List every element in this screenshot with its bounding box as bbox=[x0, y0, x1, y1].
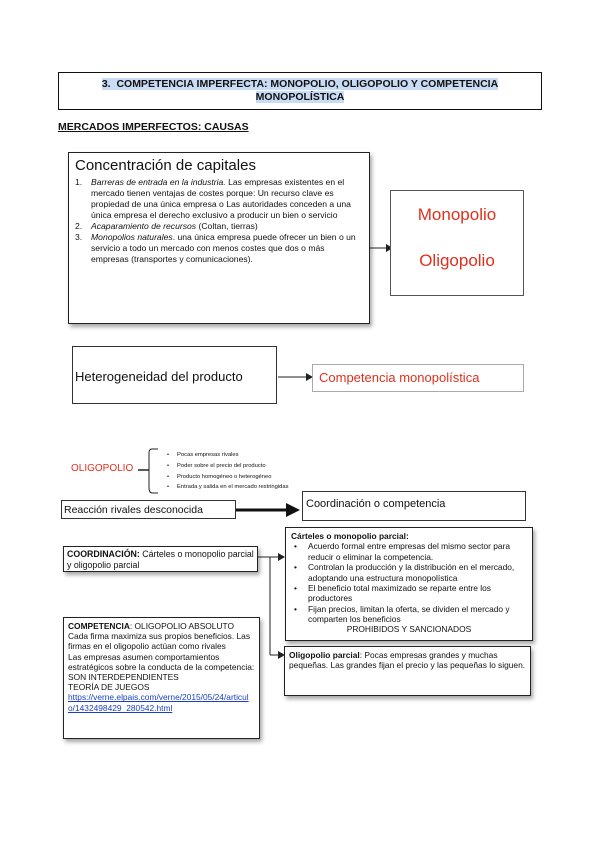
competencia-link[interactable]: https://verne.elpais.com/verne/2015/05/24/articulo/1432498429_280542.html bbox=[68, 692, 249, 713]
coordinacion-competencia-label: Coordinación o competencia bbox=[306, 498, 446, 510]
concentracion-item-emphasis: Acaparamiento de recursos bbox=[91, 221, 197, 231]
oligopolio-feature bbox=[167, 461, 289, 472]
section-title: MERCADOS IMPERFECTOS: CAUSAS bbox=[58, 121, 249, 133]
competencia-monopolistica-box bbox=[312, 364, 524, 392]
concentracion-item-emphasis: Monopolios naturales bbox=[91, 232, 173, 242]
monopolio-oligopolio-box bbox=[390, 190, 524, 296]
oligopolio-feature bbox=[167, 482, 289, 493]
oligopolio-feature bbox=[167, 472, 289, 483]
bullet-icon: • bbox=[294, 541, 297, 552]
carteles-box bbox=[285, 527, 533, 641]
header-box bbox=[58, 72, 542, 110]
carteles-item bbox=[291, 562, 527, 583]
oligopolio-label: OLIGOPOLIO bbox=[71, 463, 134, 474]
header-title bbox=[59, 78, 541, 104]
competencia-text-1: Cada firma maximiza sus propios beneficios. Las firmas en el oligopolio actúan como rivales bbox=[68, 631, 251, 652]
bullet-icon: • bbox=[294, 562, 297, 573]
carteles-item-text: Fijan precios, limitan la oferta, se dividen el mercado y comparten los beneficios bbox=[308, 603, 510, 625]
heterogeneidad-box bbox=[72, 346, 277, 404]
competencia-title-rest: : OLIGOPOLIO ABSOLUTO bbox=[129, 621, 234, 631]
coordinacion-competencia-box bbox=[302, 491, 526, 521]
carteles-item-text: Controlan la producción y la distribución en el mercado, adoptando una estructura monopolística bbox=[308, 562, 515, 583]
competencia-title: COMPETENCIA bbox=[68, 621, 130, 631]
concentracion-item bbox=[75, 177, 363, 221]
oligopolio-feature bbox=[167, 450, 289, 461]
concentracion-item bbox=[75, 221, 363, 232]
concentracion-item-number: 1. bbox=[75, 177, 83, 187]
concentracion-item-number: 2. bbox=[75, 221, 83, 231]
carteles-title: Cárteles o monopolio parcial: bbox=[291, 531, 409, 541]
concentracion-item-text: Las empresas existentes en el mercado tienen ventajas de costes porque: Un recurso clave es propiedad de una única empresa o Las autoridades conceden a una única empresa el derecho exclusivo a producir un bien o servicio bbox=[91, 177, 351, 220]
concentracion-item-text: (Coltan, tierras) bbox=[196, 221, 258, 231]
carteles-list bbox=[291, 541, 527, 624]
monopolio-label: Monopolio bbox=[417, 205, 497, 224]
oligopolio-result-label: Oligopolio bbox=[419, 251, 495, 270]
concentracion-item-number: 3. bbox=[75, 232, 83, 242]
carteles-item bbox=[291, 541, 527, 562]
bullet-icon: • bbox=[167, 452, 170, 458]
oligopolio-feature-text: Pocas empresas rivales bbox=[177, 452, 239, 458]
bullet-icon: • bbox=[294, 603, 297, 614]
oligopolio-parcial-title: Oligopolio parcial bbox=[289, 650, 360, 660]
header-line-1: 3. COMPETENCIA IMPERFECTA: MONOPOLIO, OLIGOPOLIO Y COMPETENCIA bbox=[101, 78, 499, 90]
bullet-icon: • bbox=[294, 583, 297, 594]
oligopolio-parcial-text: : Pocas empresas grandes y muchas pequeñas. Las grandes fijan el precio y las pequeñas lo siguen. bbox=[289, 650, 526, 671]
oligopolio-feature-text: Poder sobre el precio del producto bbox=[177, 462, 266, 469]
competencia-box bbox=[63, 617, 260, 739]
concentracion-item-text: . una única empresa puede ofrecer un bien o un servicio a todo un mercado con menos costes que dos o más empresas (transportes y comunicaciones). bbox=[91, 232, 356, 264]
concentracion-item-body bbox=[91, 177, 363, 221]
concentracion-item-body bbox=[91, 232, 363, 265]
competencia-text-3: TEORÍA DE JUEGOS bbox=[68, 682, 150, 693]
concentracion-item-emphasis: Barreras de entrada en la industria. bbox=[91, 177, 226, 187]
competencia-text-2: Las empresas asumen comportamientos estratégicos sobre la conducta de la competencia: SON INTERDEPENDIENTES bbox=[68, 651, 255, 683]
header-line-2: MONOPOLÍSTICA bbox=[255, 91, 345, 103]
oligopolio-parcial-box bbox=[284, 646, 531, 696]
reaccion-box bbox=[61, 500, 236, 519]
competencia-monopolistica-label: Competencia monopolística bbox=[319, 370, 480, 385]
arrow-to-coordinacion bbox=[236, 500, 302, 520]
carteles-item-text: Acuerdo formal entre empresas del mismo sector para reducir o eliminar la competencia. bbox=[308, 541, 511, 562]
coordinacion-title: COORDINACIÓN: bbox=[67, 549, 140, 559]
coordinacion-box bbox=[63, 546, 258, 572]
concentracion-title: Concentración de capitales bbox=[75, 157, 256, 174]
concentracion-item bbox=[75, 232, 363, 265]
concentracion-list bbox=[75, 177, 363, 265]
carteles-item bbox=[291, 604, 527, 625]
heterogeneidad-label: Heterogeneidad del producto bbox=[75, 369, 243, 384]
carteles-item bbox=[291, 583, 527, 604]
carteles-footer: PROHIBIDOS Y SANCIONADOS bbox=[346, 623, 472, 634]
bullet-icon: • bbox=[167, 462, 170, 469]
concentracion-item-body bbox=[91, 221, 258, 232]
oligopolio-features bbox=[167, 450, 289, 493]
oligopolio-feature-text: Entrada y salida en el mercado restringidas bbox=[177, 484, 289, 491]
concentracion-box bbox=[68, 152, 370, 324]
reaccion-label: Reacción rivales desconocida bbox=[64, 504, 203, 516]
carteles-item-text: El beneficio total maximizado se reparte entre los productores bbox=[308, 583, 491, 604]
competencia-heading bbox=[68, 621, 255, 631]
oligopolio-feature-text: Producto homogéneo o heterogéneo bbox=[177, 473, 272, 480]
coordinacion-text: Cárteles o monopolio parcial y oligopolio parcial bbox=[67, 549, 254, 570]
arrow-to-competencia bbox=[278, 371, 314, 383]
bullet-icon: • bbox=[167, 484, 170, 491]
bullet-icon: • bbox=[167, 473, 170, 480]
brace-connector bbox=[138, 447, 160, 497]
